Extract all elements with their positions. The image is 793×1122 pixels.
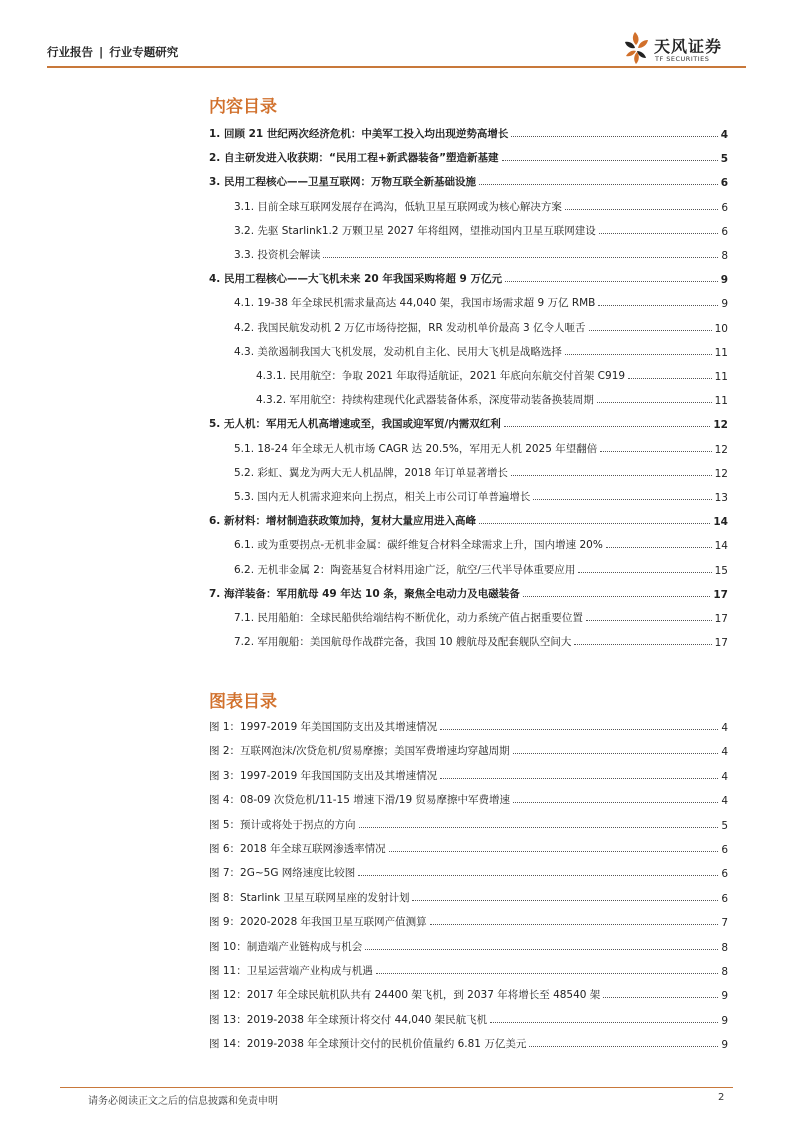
toc-entry-label: 3. 民用工程核心——卫星互联网：万物互联全新基础设施 [209, 176, 476, 189]
toc-entry-page: 4 [720, 129, 728, 141]
toc-entry-label: 5.2. 彩虹、翼龙为两大无人机品牌，2018 年订单显著增长 [234, 466, 508, 479]
leader-dots [430, 924, 719, 925]
toc-entry[interactable] [209, 557, 728, 577]
toc-entry-label: 3.1. 目前全球互联网发展存在鸿沟，低轨卫星互联网或为核心解决方案 [234, 200, 562, 213]
figure-entry[interactable] [209, 812, 728, 832]
toc-entry[interactable] [209, 121, 728, 141]
toc-entry-page: 14 [713, 516, 728, 529]
toc-entry-page: 6 [720, 177, 728, 190]
logo-petal-6 [634, 52, 639, 64]
toc-entry-page: 12 [714, 467, 728, 480]
disclaimer-notice: 请务必阅读正文之后的信息披露和免责申明 [88, 1096, 278, 1107]
toc-entry-label: 3.2. 先驱 Starlink1.2 万颗卫星 2027 年将组网，望推动国内卫星互联网建设 [234, 224, 596, 237]
leader-dots [529, 1046, 718, 1047]
toc-entry[interactable] [209, 339, 728, 359]
figure-entry[interactable] [209, 934, 728, 954]
figure-entry[interactable] [209, 836, 728, 856]
toc-entry-label: 7.2. 军用舰船：美国航母作战群完备，我国 10 艘航母及配套舰队空间大 [234, 636, 572, 649]
toc-entry-label: 3.3. 投资机会解读 [234, 249, 321, 261]
figure-entry-label: 图 1：1997-2019 年美国国防支出及其增速情况 [209, 721, 438, 733]
toc-entry-page: 11 [714, 371, 728, 383]
leader-dots [578, 572, 711, 573]
toc-entry-label: 4. 民用工程核心——大飞机未来 20 年我国采购将超 9 万亿元 [209, 273, 502, 286]
leader-dots [505, 281, 718, 282]
leader-dots [376, 973, 719, 974]
toc-entry-page: 11 [714, 395, 728, 408]
toc-entry-label: 5.3. 国内无人机需求迎来向上拐点，相关上市公司订单普遍增长 [234, 491, 531, 503]
toc-title: 内容目录 [209, 97, 277, 117]
leader-dots [533, 499, 711, 500]
toc-entry[interactable] [209, 436, 728, 456]
figure-entry-page: 9 [721, 1014, 728, 1027]
logo-petal-1 [633, 32, 639, 45]
figure-entry[interactable] [209, 787, 728, 807]
leader-dots [359, 827, 719, 828]
toc-entry-page: 9 [720, 274, 728, 287]
toc-entry-page: 6 [721, 225, 728, 238]
logo-petal-3 [638, 40, 648, 48]
toc-entry-page: 11 [714, 346, 728, 359]
figure-entry[interactable] [209, 1007, 728, 1027]
figure-entry-page: 9 [721, 990, 728, 1003]
leader-dots [513, 802, 718, 803]
figure-entry-label: 图 13：2019-2038 年全球预计将交付 44,040 架民航飞机 [209, 1013, 488, 1026]
header-separator: | [99, 45, 104, 59]
figure-entry-label: 图 14：2019-2038 年全球预计交付的民机价值量约 6.81 万亿美元 [209, 1038, 527, 1051]
figure-entry-page: 8 [721, 966, 728, 978]
toc-entry[interactable] [209, 266, 728, 286]
leader-dots [323, 257, 718, 258]
toc-entry-label: 6.1. 或为重要拐点-无机非金属：碳纤维复合材料全球需求上升，国内增速 20% [234, 539, 603, 552]
figure-entry[interactable] [209, 909, 728, 929]
leader-dots [565, 354, 712, 355]
toc-entry-page: 15 [714, 564, 728, 577]
leader-dots [412, 900, 718, 901]
leader-dots [606, 547, 712, 548]
leader-dots [628, 378, 712, 379]
toc-entry-page: 8 [721, 250, 728, 262]
figure-entry-label: 图 5：预计或将处于拐点的方向 [209, 818, 356, 831]
toc-entry-label: 5.1. 18-24 年全球无人机市场 CAGR 达 20.5%，军用无人机 2025 年望翻倍 [234, 442, 598, 455]
toc-entry[interactable] [209, 218, 728, 238]
toc-entry-label: 4.3.2. 军用航空：持续构建现代化武器装备体系，深度带动装备换装周期 [256, 394, 594, 407]
leader-dots [600, 451, 711, 452]
figure-entry[interactable] [209, 763, 728, 783]
figure-entry[interactable] [209, 885, 728, 905]
leader-dots [490, 1022, 718, 1023]
toc-entry[interactable] [209, 290, 728, 310]
toc-entry-page: 17 [714, 613, 728, 625]
figure-entry-page: 9 [721, 1039, 728, 1052]
leader-dots [574, 644, 711, 645]
toc-entry[interactable] [209, 387, 728, 407]
logo-chinese-name: 天风证券 [654, 37, 723, 56]
tf-petal-logo-icon [622, 30, 652, 66]
figure-entry-page: 7 [721, 917, 728, 930]
figure-entry-label: 图 8：Starlink 卫星互联网星座的发射计划 [209, 891, 410, 904]
toc-entry-page: 10 [714, 322, 728, 335]
leader-dots [586, 620, 712, 621]
toc-entry-page: 12 [714, 443, 728, 456]
leader-dots [523, 596, 711, 597]
toc-entry[interactable] [209, 242, 728, 262]
figure-entry[interactable] [209, 1031, 728, 1051]
figure-entry-page: 4 [721, 722, 728, 734]
figure-entry-label: 图 10：制造端产业链构成与机会 [209, 940, 363, 953]
figure-entry[interactable] [209, 738, 728, 758]
leader-dots [589, 330, 712, 331]
toc-entry-page: 17 [714, 637, 728, 650]
leader-dots [358, 875, 718, 876]
leader-dots [597, 402, 712, 403]
toc-entry[interactable] [209, 605, 728, 625]
logo-english-name: TF SECURITIES [655, 55, 710, 63]
leader-dots [511, 136, 717, 137]
toc-entry-page: 6 [721, 201, 728, 214]
toc-entry-page: 13 [714, 492, 728, 504]
figure-entry-label: 图 7：2G~5G 网络速度比较图 [209, 867, 356, 880]
figure-entry-page: 6 [721, 844, 728, 856]
leader-dots [599, 233, 719, 234]
toc-entry-label: 6.2. 无机非金属 2：陶瓷基复合材料用途广泛，航空/三代半导体重要应用 [234, 563, 576, 576]
figure-entry-label: 图 11：卫星运营端产业构成与机遇 [209, 965, 373, 977]
toc-entry[interactable] [209, 508, 728, 528]
header-divider [47, 66, 746, 68]
leader-dots [440, 778, 718, 779]
toc-entry-page: 17 [713, 588, 728, 601]
toc-entry-page: 12 [713, 419, 728, 432]
toc-entry[interactable] [209, 629, 728, 649]
leader-dots [511, 475, 712, 476]
figure-entry-label: 图 3：1997-2019 年我国国防支出及其增速情况 [209, 769, 438, 782]
toc-entry-label: 4.3. 美欲遏制我国大飞机发展，发动机自主化、民用大飞机是战略选择 [234, 345, 562, 358]
figure-entry-page: 4 [721, 795, 728, 808]
leader-dots [504, 426, 711, 427]
toc-entry-label: 5. 无人机：军用无人机高增速或至，我国或迎军贸/内需双红利 [209, 418, 501, 431]
figure-entry-page: 4 [721, 770, 728, 783]
figure-entry-label: 图 4：08-09 次贷危机/11-15 增速下滑/19 贸易摩擦中军费增速 [209, 794, 510, 807]
toc-entry-label: 2. 自主研发进入收获期：“民用工程+新武器装备”塑造新基建 [209, 152, 499, 165]
figure-entry-page: 6 [721, 892, 728, 905]
figure-entry-label: 图 2：互联网泡沫/次贷危机/贸易摩擦；美国军费增速均穿越周期 [209, 745, 510, 758]
toc-entry-label: 1. 回顾 21 世纪两次经济危机：中美军工投入均出现逆势高增长 [209, 128, 509, 140]
figure-entry-label: 图 12：2017 年全球民航机队共有 24400 架飞机，到 2037 年将增长至 48540 架 [209, 989, 601, 1002]
figure-entry[interactable] [209, 714, 728, 734]
figure-entry-label: 图 9：2020-2028 年我国卫星互联网产值测算 [209, 916, 427, 929]
leader-dots [389, 851, 719, 852]
footer-divider [60, 1087, 733, 1088]
toc-entry[interactable] [209, 169, 728, 189]
figure-entry[interactable] [209, 982, 728, 1002]
toc-entry-label: 6. 新材料：增材制造获政策加持，复材大量应用进入高峰 [209, 515, 476, 528]
toc-entry-page: 9 [721, 298, 728, 311]
tf-securities-logo [622, 30, 742, 70]
figures-title: 图表目录 [209, 692, 277, 712]
leader-dots [440, 729, 718, 730]
toc-entry[interactable] [209, 315, 728, 335]
report-subtype-label: 行业专题研究 [109, 45, 179, 59]
toc-entry-label: 4.1. 19-38 年全球民机需求量高达 44,040 架，我国市场需求超 9 万亿 RMB [234, 297, 596, 310]
figure-entry[interactable] [209, 958, 728, 978]
toc-entry-label: 4.3.1. 民用航空：争取 2021 年取得适航证，2021 年底向东航交付首架 C919 [256, 370, 626, 382]
toc-entry-label: 4.2. 我国民航发动机 2 万亿市场待挖掘，RR 发动机单价最高 3 亿令人咂舌 [234, 321, 586, 334]
leader-dots [365, 949, 718, 950]
toc-entry[interactable] [209, 581, 728, 601]
leader-dots [598, 305, 718, 306]
toc-entry[interactable] [209, 460, 728, 480]
leader-dots [479, 184, 718, 185]
toc-entry[interactable] [209, 532, 728, 552]
logo-petal-4 [626, 51, 636, 57]
figure-entry-page: 8 [721, 941, 728, 954]
toc-entry[interactable] [209, 411, 728, 431]
report-type-header [47, 44, 178, 60]
toc-entry[interactable] [209, 145, 728, 165]
leader-dots [513, 753, 719, 754]
figure-entry-page: 5 [721, 819, 728, 832]
figure-entry[interactable] [209, 860, 728, 880]
leader-dots [565, 209, 718, 210]
toc-entry[interactable] [209, 363, 728, 383]
toc-entry-label: 7. 海洋装备：军用航母 49 年达 10 条，聚焦全电动力及电磁装备 [209, 587, 520, 600]
figure-entry-page: 6 [721, 868, 728, 881]
toc-entry-page: 5 [720, 153, 728, 166]
toc-entry-page: 14 [714, 540, 728, 553]
report-type-label: 行业报告 [47, 45, 93, 59]
toc-entry[interactable] [209, 484, 728, 504]
logo-petal-2 [625, 42, 635, 48]
figure-entry-page: 4 [721, 746, 728, 759]
leader-dots [479, 523, 710, 524]
leader-dots [603, 997, 718, 998]
toc-entry[interactable] [209, 194, 728, 214]
toc-entry-label: 7.1. 民用船舶：全球民船供给端结构不断优化，动力系统产值占据重要位置 [234, 612, 583, 624]
figure-entry-label: 图 6：2018 年全球互联网渗透率情况 [209, 843, 386, 855]
page-number: 2 [718, 1092, 725, 1103]
leader-dots [502, 160, 718, 161]
